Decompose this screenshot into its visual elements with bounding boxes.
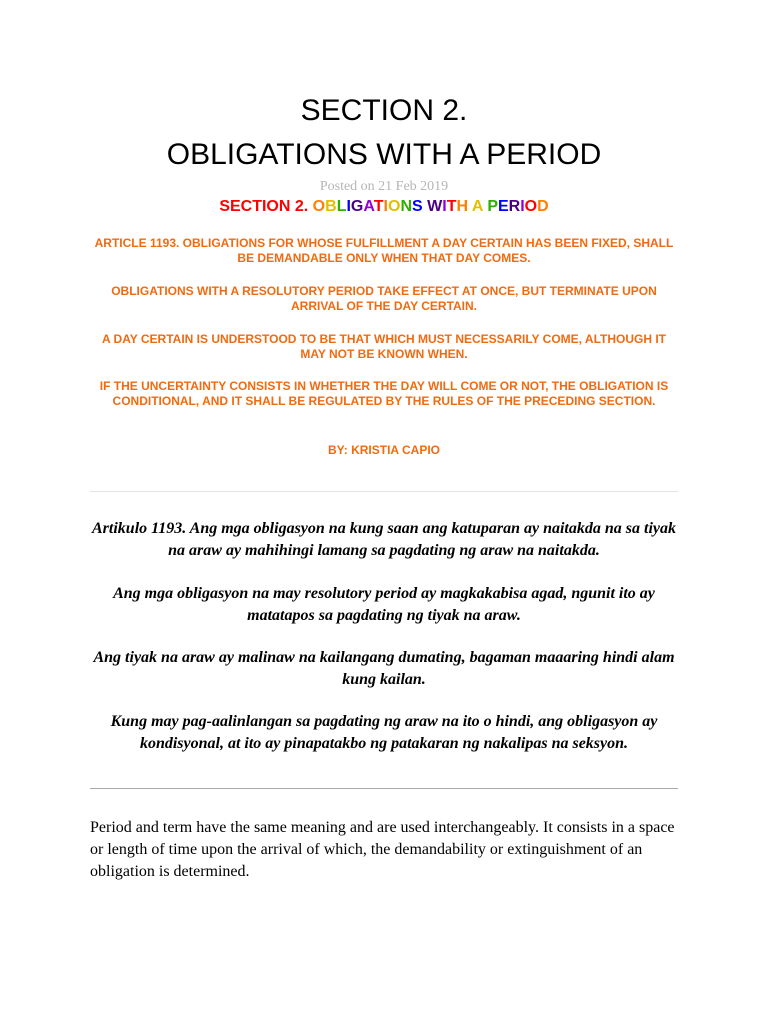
- heading-letter: R: [508, 198, 521, 215]
- tagalog-article-paragraph: Artikulo 1193. Ang mga obligasyon na kung saan ang katuparan ay naitakda na sa tiyak na araw ay mahihingi lamang sa pagdating ng araw na naitakda.: [92, 520, 676, 559]
- heading-letter: B: [325, 198, 337, 215]
- heading-letter: A: [471, 198, 483, 215]
- heading-letter: D: [537, 198, 549, 215]
- heading-letter: O: [524, 198, 538, 215]
- heading-letter: O: [312, 198, 326, 215]
- heading-letter: A: [363, 198, 374, 215]
- heading-letter: O: [387, 198, 401, 215]
- english-day-certain-paragraph: A DAY CERTAIN IS UNDERSTOOD TO BE THAT WHICH MUST NECESSARILY COME, ALTHOUGH IT MAY NOT BE KNOWN WHEN.: [101, 332, 667, 361]
- heading-letter: H: [456, 198, 469, 215]
- heading-letter: N: [400, 198, 412, 215]
- heading-letter: T: [373, 198, 384, 215]
- tagalog-day-certain-paragraph: Ang tiyak na araw ay malinaw na kailangang dumating, bagaman maaaring hindi alam kung kailan.: [93, 649, 675, 688]
- tagalog-uncertainty-paragraph: Kung may pag-aalinlangan sa pagdating ng araw na ito o hindi, ang obligasyon ay kondisyonal, at ito ay pinapatakbo ng patakaran ng nakalipas na seksyon.: [110, 713, 658, 752]
- english-resolutory-paragraph: OBLIGATIONS WITH A RESOLUTORY PERIOD TAKE EFFECT AT ONCE, BUT TERMINATE UPON ARRIVAL OF THE DAY CERTAIN.: [111, 284, 657, 313]
- english-article-paragraph: ARTICLE 1193. OBLIGATIONS FOR WHOSE FULFILLMENT A DAY CERTAIN HAS BEEN FIXED, SHALL BE DEMANDABLE ONLY WHEN THAT DAY COMES.: [94, 236, 674, 265]
- heading-letter: I: [383, 198, 388, 215]
- heading-letter: E: [497, 198, 509, 215]
- heading-letter: SECTION 2.: [219, 198, 313, 215]
- heading-letter: L: [336, 198, 347, 215]
- heading-letter: I: [442, 198, 447, 215]
- heading-letter: G: [350, 198, 364, 215]
- english-uncertainty-paragraph: IF THE UNCERTAINTY CONSISTS IN WHETHER THE DAY WILL COME OR NOT, THE OBLIGATION IS CONDITIONAL, AND IT SHALL BE REGULATED BY THE RULES OF THE PRECEDING SECTION.: [99, 379, 669, 408]
- heading-letter: I: [520, 198, 525, 215]
- period-definition-paragraph: Period and term have the same meaning and are used interchangeably. It consists in a space or length of time upon the arrival of which, the demandability or extinguishment of an obligation is determined.: [90, 819, 675, 880]
- posted-date: Posted on 21 Feb 2019: [319, 179, 449, 194]
- heading-letter: S: [412, 198, 423, 215]
- divider-dark: [90, 788, 678, 789]
- author-byline: BY: KRISTIA CAPIO: [327, 443, 440, 457]
- page-title-line2: OBLIGATIONS WITH A PERIOD: [166, 138, 602, 171]
- heading-letter: W: [427, 198, 443, 215]
- tagalog-resolutory-paragraph: Ang mga obligasyon na may resolutory period ay magkakabisa agad, ngunit ito ay matatapos sa pagdating ng tiyak na araw.: [113, 585, 655, 624]
- page-title-line1: SECTION 2.: [300, 94, 468, 127]
- heading-letter: P: [487, 198, 498, 215]
- heading-letter: I: [346, 198, 351, 215]
- rainbow-section-heading: [0, 199, 768, 215]
- divider-light: [90, 491, 678, 492]
- heading-letter: T: [446, 198, 457, 215]
